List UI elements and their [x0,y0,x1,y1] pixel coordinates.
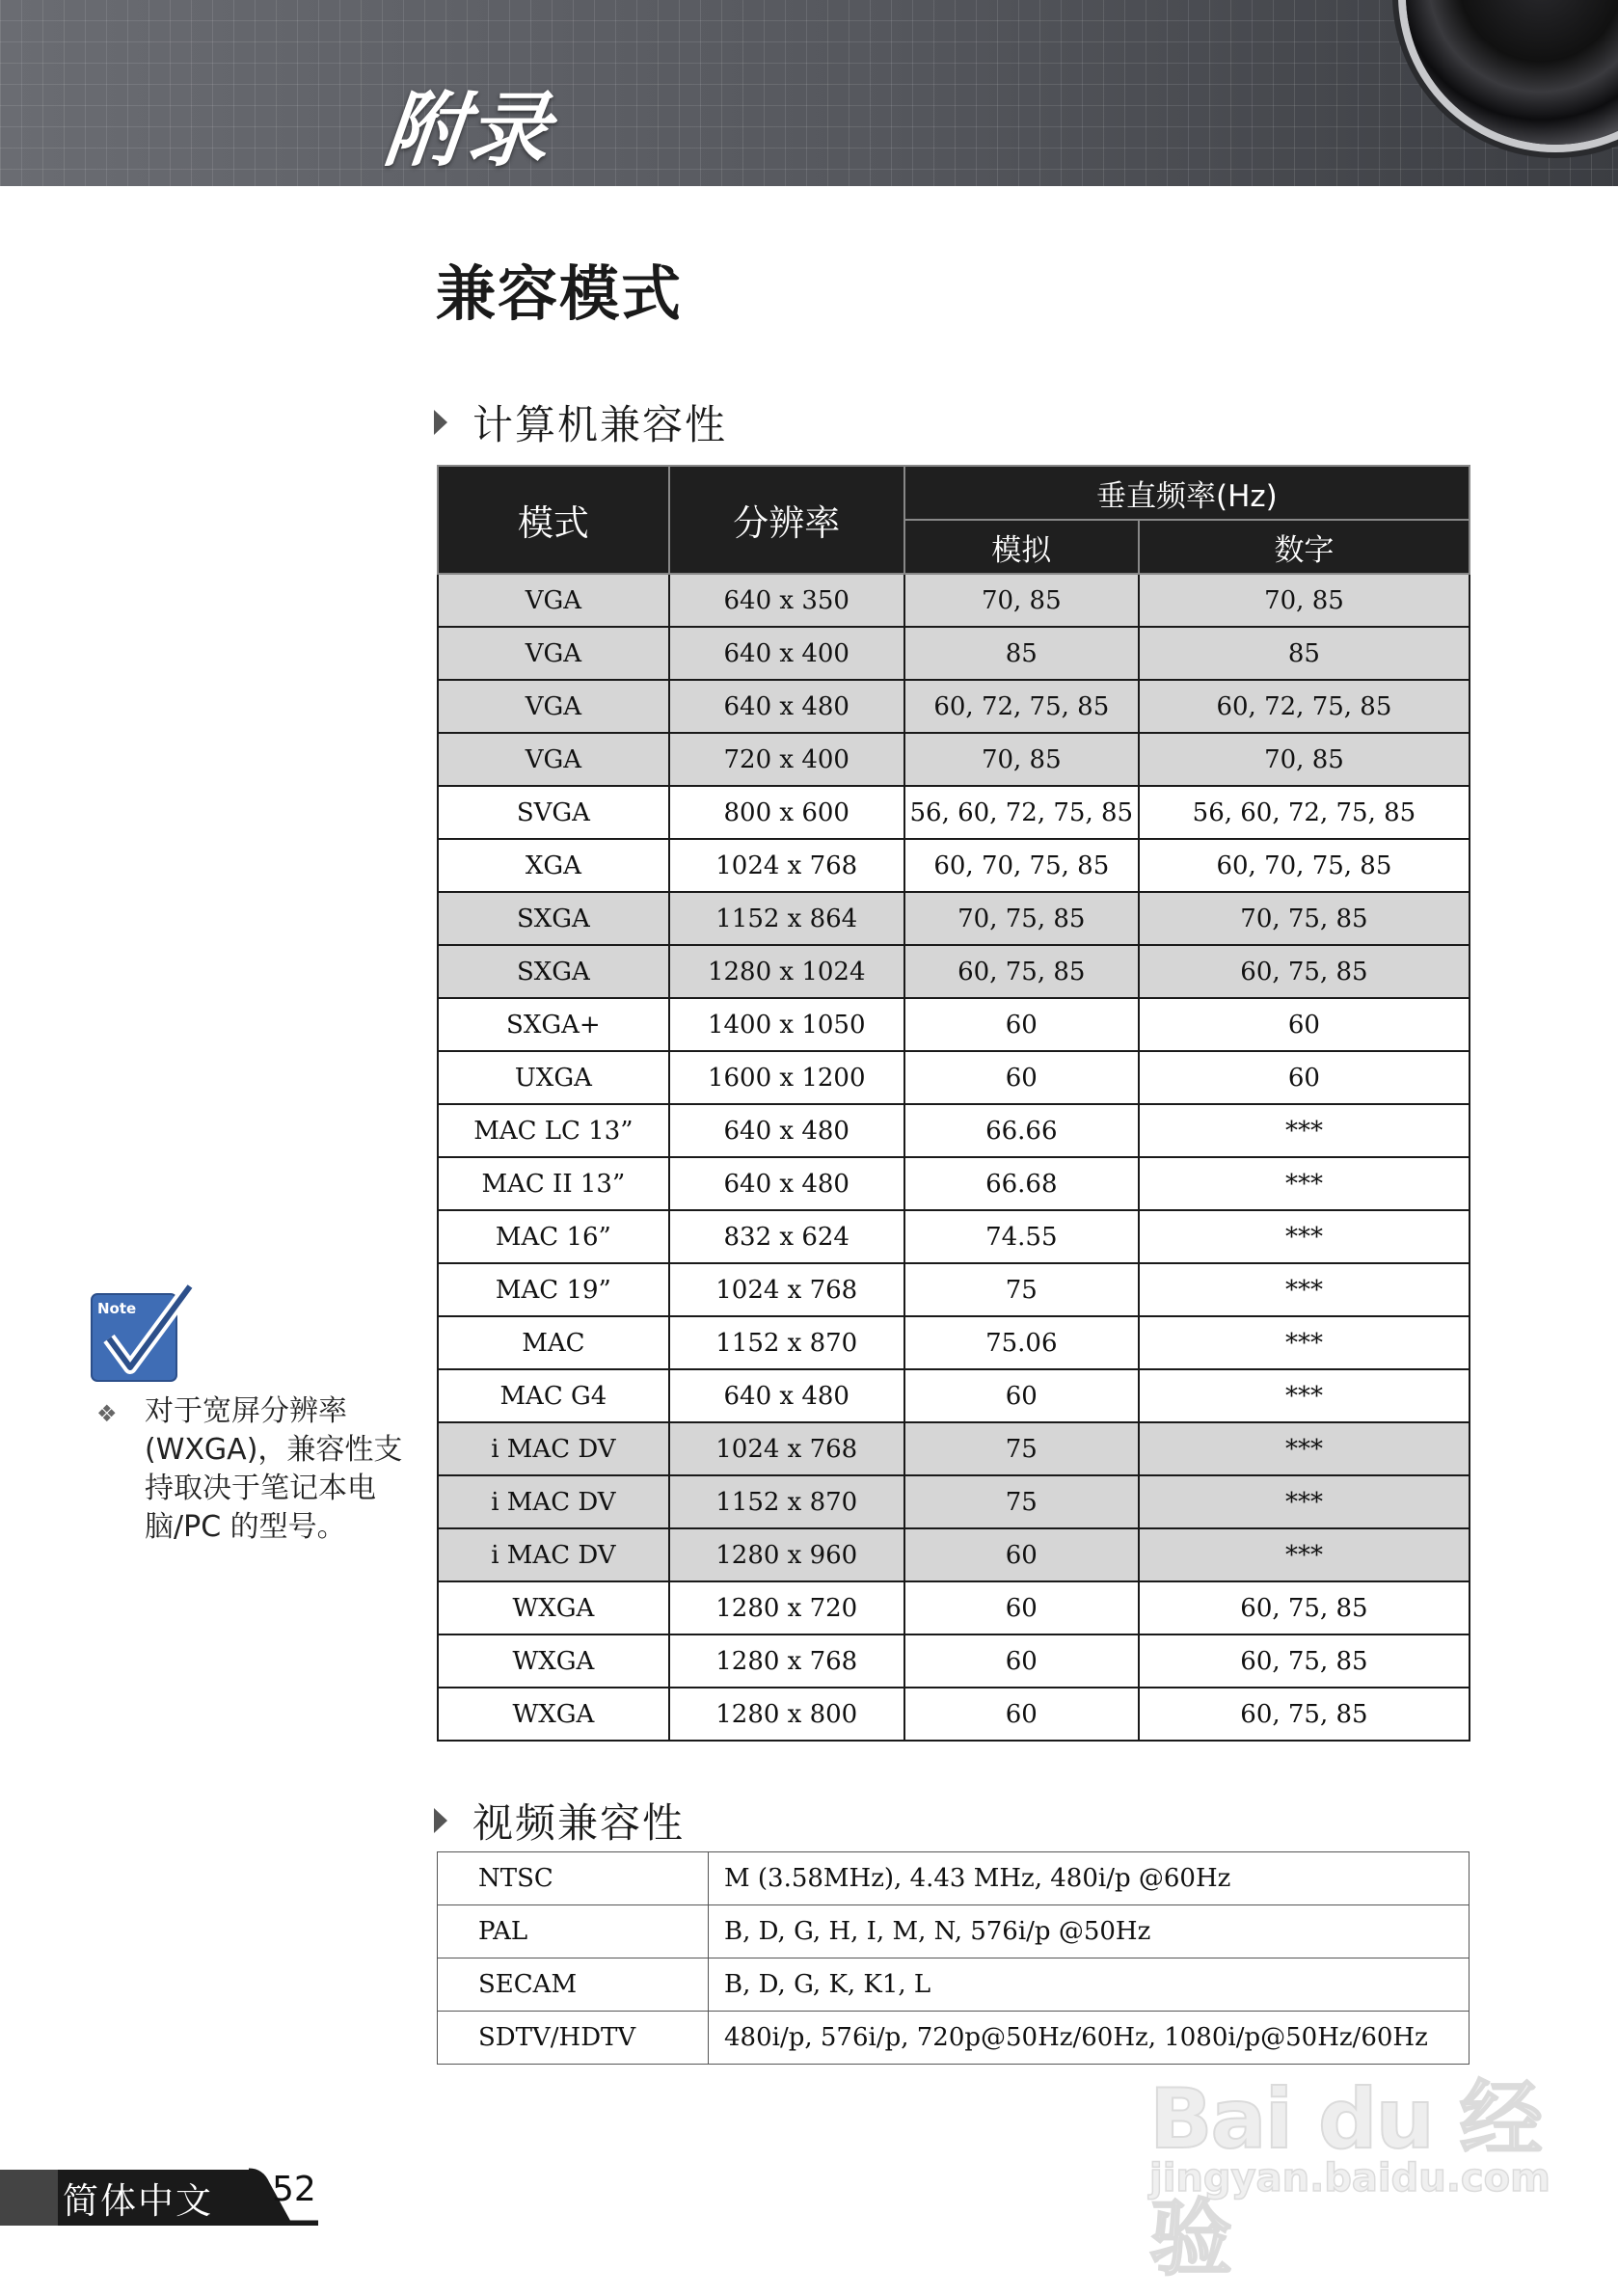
cell-resolution: 640 x 400 [669,627,904,680]
table-row [438,1157,1470,1210]
cell-digital: 70, 85 [1139,733,1470,786]
cell-resolution: 1152 x 870 [669,1475,904,1528]
projector-lens-image [1406,0,1618,145]
cell-mode: WXGA [438,1688,669,1741]
table-row [438,1369,1470,1422]
table-row [438,680,1470,733]
table-row [438,1528,1470,1581]
cell-digital: 60, 75, 85 [1139,1581,1470,1634]
cell-resolution: 640 x 480 [669,680,904,733]
table-row [438,1422,1470,1475]
table-row [438,1475,1470,1528]
cell-resolution: 1280 x 768 [669,1634,904,1688]
cell-digital: *** [1139,1369,1470,1422]
cell-resolution: 1400 x 1050 [669,998,904,1051]
cell-digital: *** [1139,1316,1470,1369]
cell-analog: 60, 72, 75, 85 [904,680,1139,733]
cell-resolution: 1024 x 768 [669,839,904,892]
watermark-main: Bai du 经验 [1149,2071,1541,2287]
cell-mode: MAC LC 13” [438,1104,669,1157]
cell-analog: 75 [904,1475,1139,1528]
table-row [438,1263,1470,1316]
cell-analog: 85 [904,627,1139,680]
cell-formats: B, D, G, H, I, M, N, 576i/p @50Hz [709,1905,1470,1958]
cell-mode: i MAC DV [438,1475,669,1528]
cell-analog: 60 [904,1688,1139,1741]
cell-resolution: 640 x 350 [669,574,904,627]
cell-digital: 60, 75, 85 [1139,1634,1470,1688]
cell-analog: 70, 85 [904,574,1139,627]
cell-resolution: 1152 x 864 [669,892,904,945]
cell-analog: 70, 75, 85 [904,892,1139,945]
cell-formats: 480i/p, 576i/p, 720p@50Hz/60Hz, 1080i/p@50Hz/60Hz [709,2012,1470,2065]
cell-standard: PAL [438,1905,709,1958]
cell-analog: 74.55 [904,1210,1139,1263]
cell-resolution: 1280 x 960 [669,1528,904,1581]
cell-analog: 60, 75, 85 [904,945,1139,998]
cell-resolution: 1024 x 768 [669,1263,904,1316]
cell-resolution: 832 x 624 [669,1210,904,1263]
header-resolution: 分辨率 [669,466,904,574]
table-row [438,786,1470,839]
watermark-sub: jingyan.baidu.com [1149,2156,1551,2201]
cell-mode: MAC G4 [438,1369,669,1422]
cell-resolution: 720 x 400 [669,733,904,786]
cell-resolution: 1280 x 800 [669,1688,904,1741]
cell-mode: VGA [438,574,669,627]
table-row [438,1581,1470,1634]
cell-mode: MAC 16” [438,1210,669,1263]
cell-digital: 60, 75, 85 [1139,945,1470,998]
table-row [438,574,1470,627]
cell-resolution: 1280 x 1024 [669,945,904,998]
cell-analog: 66.68 [904,1157,1139,1210]
cell-analog: 60, 70, 75, 85 [904,839,1139,892]
computer-compatibility-table [437,465,1470,1742]
note-body: 对于宽屏分辨率(WXGA)，兼容性支持取决于笔记本电脑/PC 的型号。 [145,1394,403,1544]
cell-digital: 70, 85 [1139,574,1470,627]
header-mode: 模式 [438,466,669,574]
cell-digital: *** [1139,1263,1470,1316]
cell-analog: 75.06 [904,1316,1139,1369]
diamond-bullet-icon: ❖ [96,1400,118,1427]
table-row [438,1104,1470,1157]
page-number: 52 [272,2170,316,2209]
table-row [438,1852,1470,1905]
page-title: 兼容模式 [436,258,684,329]
cell-digital: *** [1139,1210,1470,1263]
cell-digital: *** [1139,1157,1470,1210]
video-compatibility-table [437,1851,1470,2065]
cell-digital: 85 [1139,627,1470,680]
cell-analog: 60 [904,1581,1139,1634]
table-row [438,733,1470,786]
header-band [0,0,1618,186]
table-row [438,1210,1470,1263]
cell-mode: MAC 19” [438,1263,669,1316]
baidu-watermark [1138,2035,1551,2287]
table-row [438,998,1470,1051]
cell-digital: *** [1139,1104,1470,1157]
cell-analog: 66.66 [904,1104,1139,1157]
note-text-block [96,1392,405,1547]
cell-resolution: 1024 x 768 [669,1422,904,1475]
cell-digital: *** [1139,1422,1470,1475]
cell-digital: 60 [1139,998,1470,1051]
cell-mode: i MAC DV [438,1422,669,1475]
note-icon [90,1283,194,1385]
table-row [438,1905,1470,1958]
cell-standard: SECAM [438,1958,709,2012]
cell-mode: SXGA [438,945,669,998]
table-row [438,945,1470,998]
cell-mode: XGA [438,839,669,892]
cell-mode: VGA [438,680,669,733]
cell-digital: 56, 60, 72, 75, 85 [1139,786,1470,839]
cell-formats: B, D, G, K, K1, L [709,1958,1470,2012]
cell-standard: SDTV/HDTV [438,2012,709,2065]
cell-digital: 60, 70, 75, 85 [1139,839,1470,892]
cell-mode: WXGA [438,1634,669,1688]
table-row [438,1958,1470,2012]
cell-resolution: 1600 x 1200 [669,1051,904,1104]
section-heading-video-label: 视频兼容性 [472,1799,686,1847]
cell-digital: 60, 75, 85 [1139,1688,1470,1741]
cell-analog: 56, 60, 72, 75, 85 [904,786,1139,839]
table-row [438,1051,1470,1104]
cell-mode: MAC II 13” [438,1157,669,1210]
cell-resolution: 640 x 480 [669,1104,904,1157]
section-heading-video [434,1792,685,1850]
cell-mode: i MAC DV [438,1528,669,1581]
header-analog: 模拟 [904,520,1139,574]
cell-analog: 75 [904,1422,1139,1475]
cell-standard: NTSC [438,1852,709,1905]
cell-digital: 70, 75, 85 [1139,892,1470,945]
table-row [438,839,1470,892]
cell-analog: 60 [904,1369,1139,1422]
triangle-bullet-icon [434,1808,447,1833]
section-heading-computer [434,393,727,451]
header-title: 附录 [380,83,556,177]
cell-mode: SXGA [438,892,669,945]
cell-analog: 60 [904,1528,1139,1581]
table-row [438,1316,1470,1369]
note-icon-label: Note [97,1300,137,1317]
cell-analog: 60 [904,1634,1139,1688]
cell-digital: 60, 72, 75, 85 [1139,680,1470,733]
table-row [438,1634,1470,1688]
header-vertical-frequency: 垂直频率(Hz) [904,466,1470,520]
cell-digital: 60 [1139,1051,1470,1104]
cell-resolution: 800 x 600 [669,786,904,839]
cell-analog: 70, 85 [904,733,1139,786]
cell-analog: 60 [904,1051,1139,1104]
cell-resolution: 1152 x 870 [669,1316,904,1369]
cell-resolution: 640 x 480 [669,1369,904,1422]
cell-mode: VGA [438,627,669,680]
table-row [438,892,1470,945]
cell-mode: WXGA [438,1581,669,1634]
cell-mode: MAC [438,1316,669,1369]
cell-mode: SVGA [438,786,669,839]
cell-formats: M (3.58MHz), 4.43 MHz, 480i/p @60Hz [709,1852,1470,1905]
cell-analog: 75 [904,1263,1139,1316]
table-row [438,1688,1470,1741]
cell-resolution: 640 x 480 [669,1157,904,1210]
footer-language: 简体中文 [63,2180,213,2222]
cell-mode: SXGA+ [438,998,669,1051]
header-digital: 数字 [1139,520,1470,574]
cell-digital: *** [1139,1475,1470,1528]
table-row [438,627,1470,680]
cell-mode: VGA [438,733,669,786]
cell-mode: UXGA [438,1051,669,1104]
cell-digital: *** [1139,1528,1470,1581]
triangle-bullet-icon [434,410,447,435]
cell-resolution: 1280 x 720 [669,1581,904,1634]
cell-analog: 60 [904,998,1139,1051]
section-heading-computer-label: 计算机兼容性 [472,401,728,448]
